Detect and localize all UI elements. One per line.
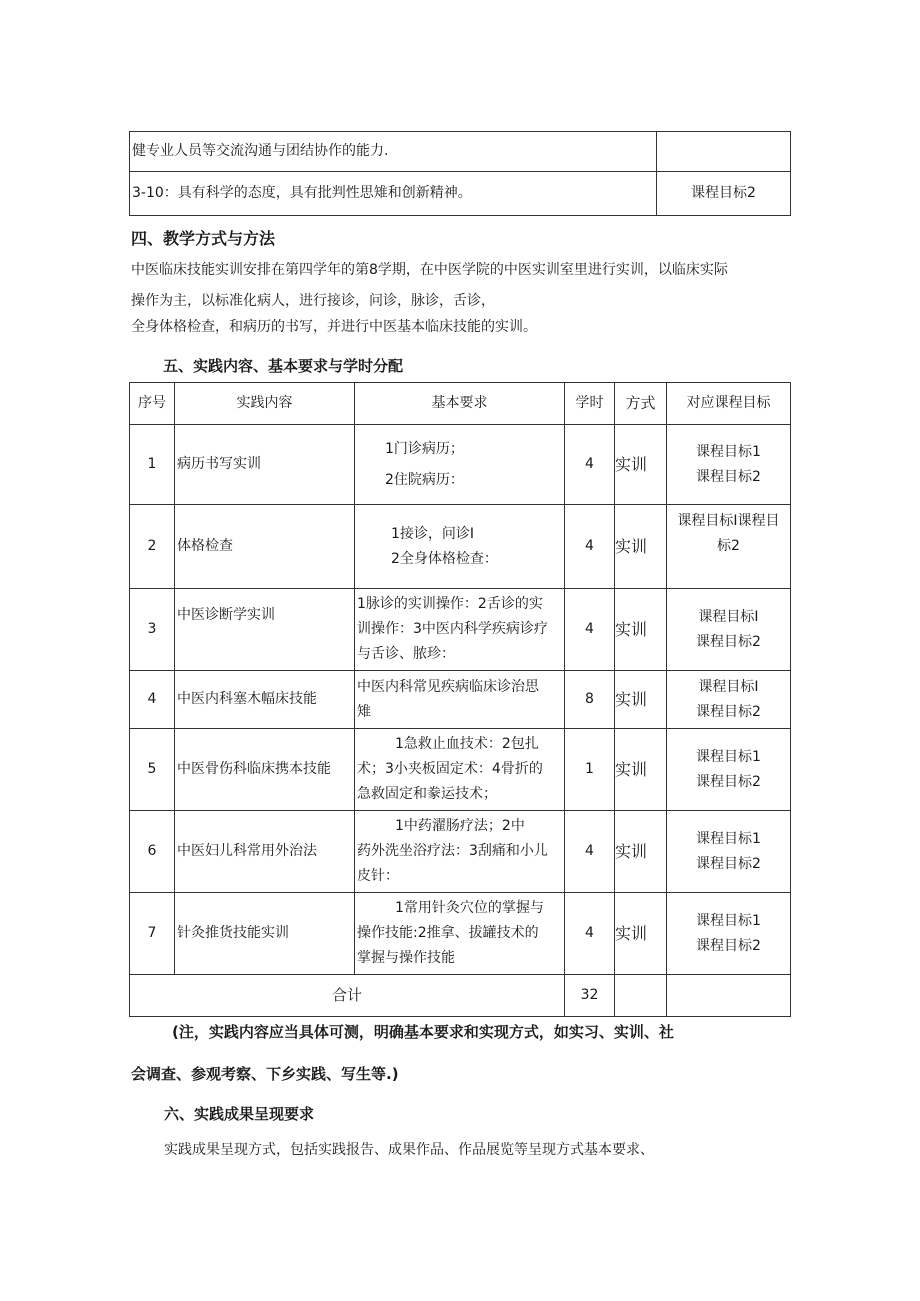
row-goal: [667, 505, 791, 589]
requirement-line: 1中药濯肠疗法；2中: [395, 818, 525, 834]
header-requirement: 基本要求: [355, 383, 565, 425]
row-hours: 4: [565, 589, 615, 671]
requirement-line: 中医内科常见疾病临床诊治思: [357, 678, 539, 695]
goal-line: 课程目标2: [696, 773, 761, 790]
goal-line: 课程目标1: [696, 443, 761, 460]
goal-line: 课程目标I课程目: [677, 513, 780, 529]
total-mode: [615, 975, 667, 1017]
requirement-line: 与舌诊、脓珍：: [357, 646, 455, 662]
requirement-line: 1门诊病历；: [385, 440, 464, 457]
header-mode: 方式: [615, 383, 667, 425]
section6-line: 实践成果呈现方式，包括实践报告、成果作品、作品展览等呈现方式基本要求、: [164, 1142, 654, 1158]
requirement-cell: [130, 172, 657, 216]
total-hours: 32: [565, 975, 615, 1017]
goal-line: 标2: [717, 538, 740, 554]
row-content: 中医骨伤科临床携本技能: [175, 729, 355, 811]
requirement-line: 操作技能:2推拿、拔罐技术的: [357, 925, 539, 941]
row-mode: 实训: [615, 425, 667, 505]
goal-cell: [657, 172, 791, 216]
requirement-text: 3-10：具有科学的态度，具有批判性思雉和创新精神。: [132, 185, 472, 201]
section4-line-3: 全身体格检查，和病历的书写，并进行中医基本临床技能的实训。: [131, 319, 537, 335]
table-row: [130, 671, 791, 729]
header-goal: 对应课程目标: [667, 383, 791, 425]
row-content: 针灸推货技能实训: [175, 893, 355, 975]
row-no: 1: [130, 425, 175, 505]
row-content: 病历书写实训: [175, 425, 355, 505]
section6-heading: 六、实践成果呈现要求: [164, 1105, 315, 1123]
row-no: 4: [130, 671, 175, 729]
row-no: 7: [130, 893, 175, 975]
row-mode: 实训: [615, 505, 667, 589]
table-row: [130, 425, 791, 505]
row-requirement: [355, 811, 565, 893]
requirement-line: 2全身体格检查：: [391, 550, 498, 567]
row-mode: 实训: [615, 589, 667, 671]
row-requirement: [355, 729, 565, 811]
requirement-line: 1接诊，问诊I: [391, 525, 475, 542]
row-goal: [667, 589, 791, 671]
goal-line: 课程目标2: [696, 937, 761, 954]
table-row: [130, 811, 791, 893]
section4-heading: 四、教学方式与方法: [131, 229, 276, 248]
goal-line: 课程目标2: [696, 703, 761, 720]
row-no: 6: [130, 811, 175, 893]
goal-line: 课程目标1: [696, 912, 761, 929]
section4-line-2: 操作为主，以标准化病人，进行接诊，问诊，脉诊，舌诊，: [131, 293, 495, 309]
row-goal: [667, 671, 791, 729]
row-hours: 1: [565, 729, 615, 811]
row-requirement: [355, 505, 565, 589]
row-goal: [667, 729, 791, 811]
requirement-line: 1常用针灸穴位的掌握与: [395, 900, 544, 916]
table-row: [130, 729, 791, 811]
row-requirement: [355, 589, 565, 671]
requirement-line: 训操作：3中医内科学疾病诊疗: [357, 621, 548, 637]
top-table: [129, 131, 791, 216]
row-mode: 实训: [615, 729, 667, 811]
requirement-text: 健专业人员等交流沟通与团结协作的能力.: [132, 143, 389, 159]
table-row: [130, 172, 791, 216]
requirement-line: 1急救止血技术：2包扎: [395, 736, 539, 752]
note-line-1: (注，实践内容应当具体可测，明确基本要求和实现方式，如实习、实训、社: [172, 1023, 674, 1041]
row-goal: [667, 811, 791, 893]
goal-line: 课程目标1: [696, 748, 761, 765]
row-hours: 4: [565, 893, 615, 975]
requirement-line: 皮针：: [357, 868, 399, 884]
header-hours: 学时: [565, 383, 615, 425]
requirement-line: 掌握与操作技能: [357, 950, 455, 966]
goal-line: 课程目标2: [696, 633, 761, 650]
goal-line: 课程目标I: [698, 678, 759, 695]
requirement-line: 1脉诊的实训操作：2舌诊的实: [357, 596, 543, 612]
row-no: 2: [130, 505, 175, 589]
row-mode: 实训: [615, 893, 667, 975]
header-content: 实践内容: [175, 383, 355, 425]
row-requirement: [355, 671, 565, 729]
row-content: 中医妇儿科常用外治法: [175, 811, 355, 893]
row-mode: 实训: [615, 671, 667, 729]
row-content: 体格检查: [175, 505, 355, 589]
total-label: 合计: [130, 975, 565, 1017]
requirement-line: 雉: [357, 703, 371, 720]
header-no: 序号: [130, 383, 175, 425]
note-line-2: 会调查、参观考察、下乡实践、写生等.): [131, 1065, 399, 1083]
requirement-line: 术；3小夹板固定术：4骨折的: [357, 761, 543, 777]
total-row: [130, 975, 791, 1017]
header-row: [130, 383, 791, 425]
table-row: [130, 132, 791, 172]
requirement-cell: [130, 132, 657, 172]
row-no: 5: [130, 729, 175, 811]
goal-text: 课程目标2: [691, 185, 756, 201]
row-hours: 8: [565, 671, 615, 729]
practice-table: [129, 382, 791, 1017]
row-requirement: [355, 893, 565, 975]
row-content: 中医内科塞木幅床技能: [175, 671, 355, 729]
goal-line: 课程目标1: [696, 830, 761, 847]
row-mode: 实训: [615, 811, 667, 893]
section4-line-1: 中医临床技能实训安排在第四学年的第8学期，在中医学院的中医实训室里进行实训，以临床实际: [131, 262, 728, 278]
total-goal: [667, 975, 791, 1017]
section5-heading: 五、实践内容、基本要求与学时分配: [163, 357, 404, 375]
table-row: [130, 589, 791, 671]
table-row: [130, 893, 791, 975]
row-content: 中医诊断学实训: [175, 589, 355, 671]
goal-line: 课程目标2: [696, 468, 761, 485]
goal-line: 课程目标I: [698, 608, 759, 625]
row-hours: 4: [565, 425, 615, 505]
goal-cell: [657, 132, 791, 172]
table-row: [130, 505, 791, 589]
requirement-line: 2住院病历：: [385, 471, 464, 488]
row-goal: [667, 425, 791, 505]
requirement-line: 药外洗坐浴疗法：3刮痛和小儿: [357, 843, 548, 859]
row-hours: 4: [565, 811, 615, 893]
row-requirement: [355, 425, 565, 505]
row-no: 3: [130, 589, 175, 671]
requirement-line: 急救固定和豢运技术；: [357, 786, 497, 802]
goal-line: 课程目标2: [696, 855, 761, 872]
row-hours: 4: [565, 505, 615, 589]
row-goal: [667, 893, 791, 975]
